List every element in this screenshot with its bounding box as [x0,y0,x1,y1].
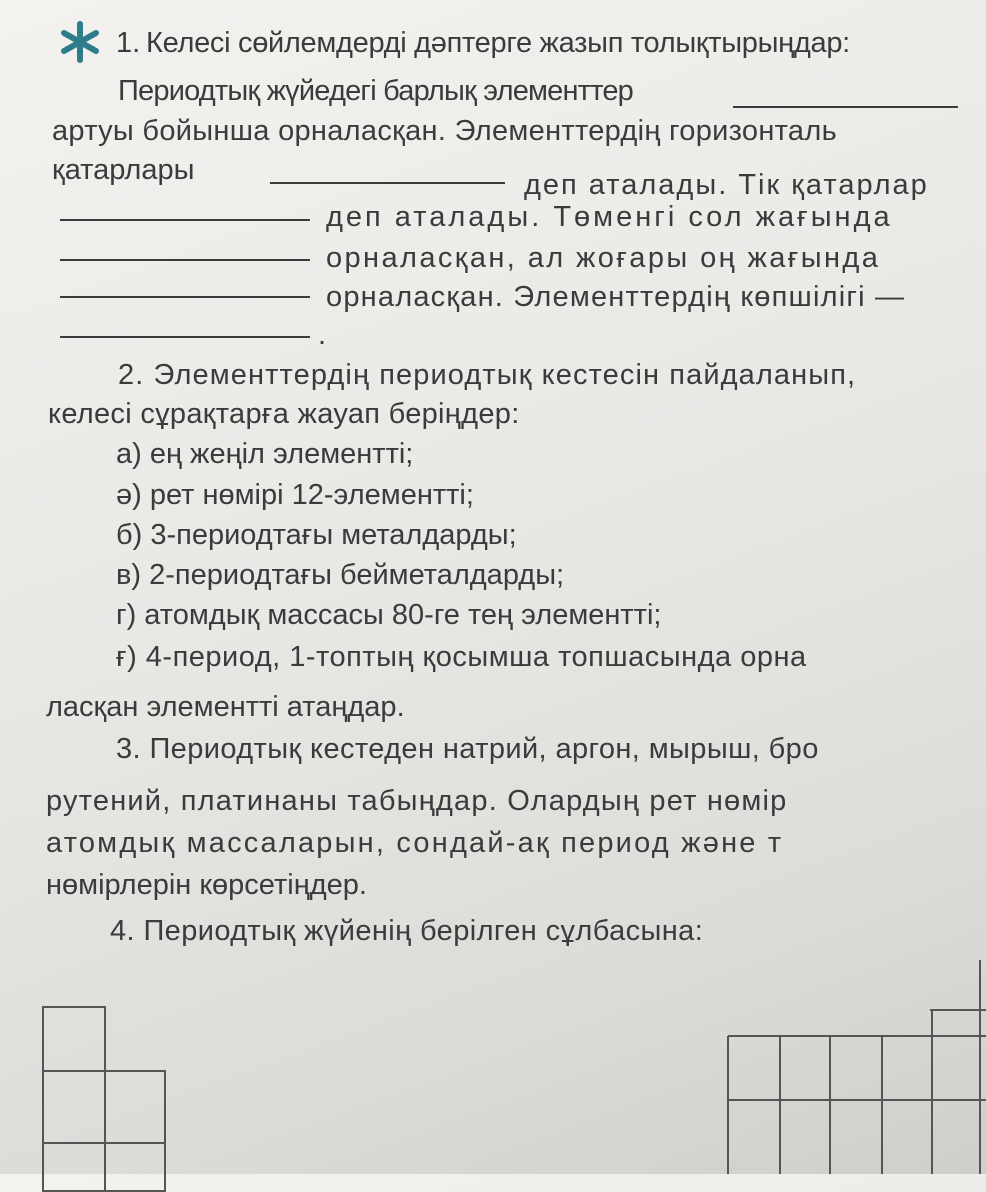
scheme-cell [42,1006,106,1072]
blank-1 [733,106,958,108]
task2-item-gh: ғ) 4-период, 1-топтың қосымша топшасында орна [116,641,807,673]
task1-line-6: орналасқан, ал жоғары оң жағында [326,242,881,274]
task2-line-1: 2. Элементтердің периодтық кестесін пайдаланып, [118,359,857,391]
scheme-cell [104,1070,166,1144]
task1-heading: Келесі сөйлемдерді дәптерге жазып толықтырыңдар: [146,27,850,59]
task3-line-3: атомдық массаларын, сондай-ақ период және т [46,827,784,859]
star-icon [58,20,102,64]
blank-4 [60,259,310,261]
task1-line-1: Периодтық жүйедегі барлық элементтер [118,75,634,107]
blank-2 [270,182,505,184]
task2-item-gh-cont: ласқан элементті атаңдар. [46,691,405,723]
task2-item-ae: ә) рет нөмірі 12-элементті; [116,479,474,511]
scheme-cell [42,1070,106,1144]
task3-line-2: рутений, платинаны табыңдар. Олардың рет нөмір [46,785,788,817]
task1-line-5: деп аталады. Төменгі сол жағында [326,201,893,233]
blank-5 [60,296,310,298]
task2-line-2: келесі сұрақтарға жауап беріңдер: [48,398,520,430]
periodic-scheme-right [700,950,986,1174]
task1-line-3: қатарлары [52,154,195,186]
scheme-cell [104,1142,166,1192]
task1-line-7: орналасқан. Элементтердің көпшілігі — [326,281,906,313]
task2-item-v: в) 2-периодтағы бейметалдарды; [116,559,565,591]
task1-line-4: деп аталады. Тік қатарлар [524,169,929,201]
task1-line-2: артуы бойынша орналасқан. Элементтердің горизонталь [52,115,837,147]
blank-3 [60,219,310,221]
task2-item-a: а) ең жеңіл элементті; [116,438,414,470]
task1-number: 1. [116,27,141,59]
task2-item-b: б) 3-периодтағы металдарды; [116,519,517,551]
task2-item-g: г) атомдық массасы 80-ге тең элементті; [116,599,662,631]
task1-line-end: . [318,319,327,351]
task3-line-4: нөмірлерін көрсетіңдер. [46,869,367,901]
blank-6 [60,336,310,338]
task3-line-1: 3. Периодтық кестеден натрий, аргон, мырыш, бро [116,733,819,765]
scheme-cell [42,1142,106,1192]
task4-line: 4. Периодтық жүйенің берілген сұлбасына: [110,915,704,947]
